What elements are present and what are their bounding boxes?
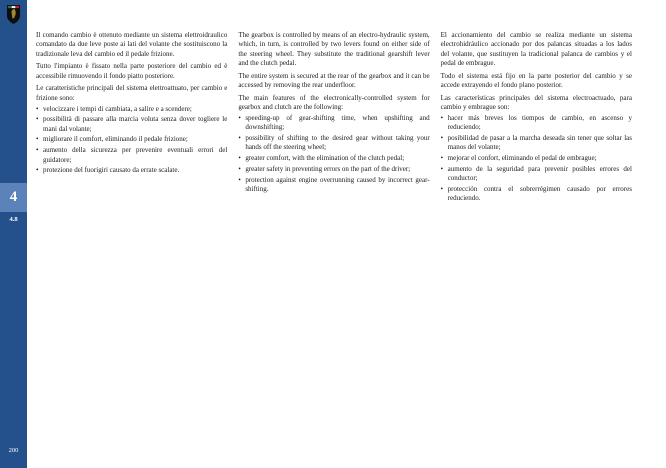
section-number: 4.8 [9, 216, 18, 223]
ferrari-shield-icon [0, 4, 27, 25]
feature-item [238, 114, 429, 133]
feature-item [238, 134, 429, 153]
paragraph: The entire system is secured at the rear of the gearbox and it can be accessed by removing the rear underfloor. [238, 71, 430, 89]
paragraph: Todo el sistema está fijo en la parte posterior del cambio y se accede extrayendo el fondo plano posterior. [440, 71, 632, 89]
feature-item-text: protezione del fuorigiri causato da errate scalate. [43, 166, 180, 175]
paragraph: Tutto l'impianto è fissato nella parte posteriore del cambio ed è accessibile rimuovendo il fondo piatto posteriore. [36, 62, 228, 80]
paragraph: Las características principales del sistema electroactuado, para cambio y embrague son: [440, 93, 632, 112]
paragraph: Le caratteristiche principali del sistema elettroattuato, per cambio e frizione sono: [36, 84, 228, 102]
bullet-marker: • [440, 113, 444, 122]
paragraph: The main features of the electronically-controlled system for gearbox and clutch are the following: [238, 93, 430, 112]
feature-item-text: greater comfort, with the elimination of the clutch pedal; [245, 154, 405, 163]
chapter-sidebar [0, 0, 27, 468]
bullet-marker: • [36, 166, 39, 175]
chapter-tab [0, 183, 27, 212]
chapter-number: 4 [9, 189, 18, 205]
bullet-marker: • [238, 175, 241, 184]
feature-item-text: protección contra el sobrerrégimen causado por errores reduciendo. [447, 184, 632, 203]
feature-item [36, 105, 227, 114]
feature-item [36, 146, 227, 165]
feature-item-text: velocizzare i tempi di cambiata, a salire e a scendere; [43, 104, 192, 113]
feature-item [238, 176, 429, 195]
paragraph: Il comando cambio è ottenuto mediante un sistema elettroidraulico comandato da due leve poste ai lati del volante che sostituiscono la tradizionale leva del cambio ed il pedale frizione. [36, 31, 228, 58]
feature-item [238, 154, 429, 163]
paragraph: El accionamiento del cambio se realiza mediante un sistema electrohidráulico accionado por dos palancas situadas a los lados del volante, que sustituyen la tradicional palanca de cambios y el pedal de embrague. [440, 31, 632, 67]
feature-item-text: possibilità di passare alla marcia voluta senza dover togliere le mani dal volante; [43, 115, 228, 133]
column-english [238, 31, 429, 205]
feature-item-text: possibility of shifting to the desired gear without taking your hands off the steering wheel; [245, 133, 430, 152]
feature-item-text: speeding-up of gear-shifting time, when upshifting and downshifting; [245, 113, 430, 132]
feature-list [36, 105, 227, 176]
bullet-marker: • [36, 115, 39, 124]
feature-item-text: aumento della sicurezza per prevenire eventuali errori del guidatore; [43, 146, 228, 164]
feature-item-text: greater safety in preventing errors on the part of the driver; [245, 164, 411, 173]
bullet-marker: • [36, 104, 39, 113]
bullet-marker: • [440, 184, 444, 193]
feature-item [36, 166, 227, 175]
page-number: 200 [8, 447, 19, 454]
feature-item [441, 185, 632, 204]
feature-item [441, 165, 632, 184]
bullet-marker: • [238, 113, 241, 122]
bullet-marker: • [36, 146, 39, 155]
feature-item-text: posibilidad de pasar a la marcha deseada sin tener que soltar las manos del volante; [447, 133, 632, 152]
bullet-marker: • [238, 154, 241, 163]
feature-item [441, 134, 632, 153]
feature-item-text: aumento de la seguridad para prevenir posibles errores del conductor; [447, 164, 632, 183]
feature-list [238, 114, 429, 194]
column-spanish [441, 31, 632, 205]
feature-item [238, 165, 429, 174]
feature-item-text: migliorare il comfort, eliminando il pedale frizione; [43, 135, 188, 144]
feature-item [441, 154, 632, 163]
bullet-marker: • [440, 133, 444, 142]
feature-item [441, 114, 632, 133]
feature-list [441, 114, 632, 204]
bullet-marker: • [36, 135, 39, 144]
feature-item-text: protection against engine overrunning caused by incorrect gear-shifting. [245, 175, 430, 193]
paragraph: The gearbox is controlled by means of an electro-hydraulic system, which, in turn, is controlled by two levers found on either side of the steering wheel. They substitute the traditional gearshift lever and the clutch pedal. [238, 31, 430, 67]
bullet-marker: • [238, 133, 241, 142]
page-content [36, 31, 632, 205]
bullet-marker: • [440, 154, 444, 163]
feature-item-text: hacer más breves los tiempos de cambio, en ascenso y reduciendo; [447, 113, 632, 132]
bullet-marker: • [440, 164, 444, 173]
column-italian [36, 31, 227, 205]
feature-item-text: mejorar el confort, eliminando el pedal de embrague; [447, 154, 597, 163]
feature-item [36, 135, 227, 144]
bullet-marker: • [238, 164, 241, 173]
feature-item [36, 115, 227, 134]
